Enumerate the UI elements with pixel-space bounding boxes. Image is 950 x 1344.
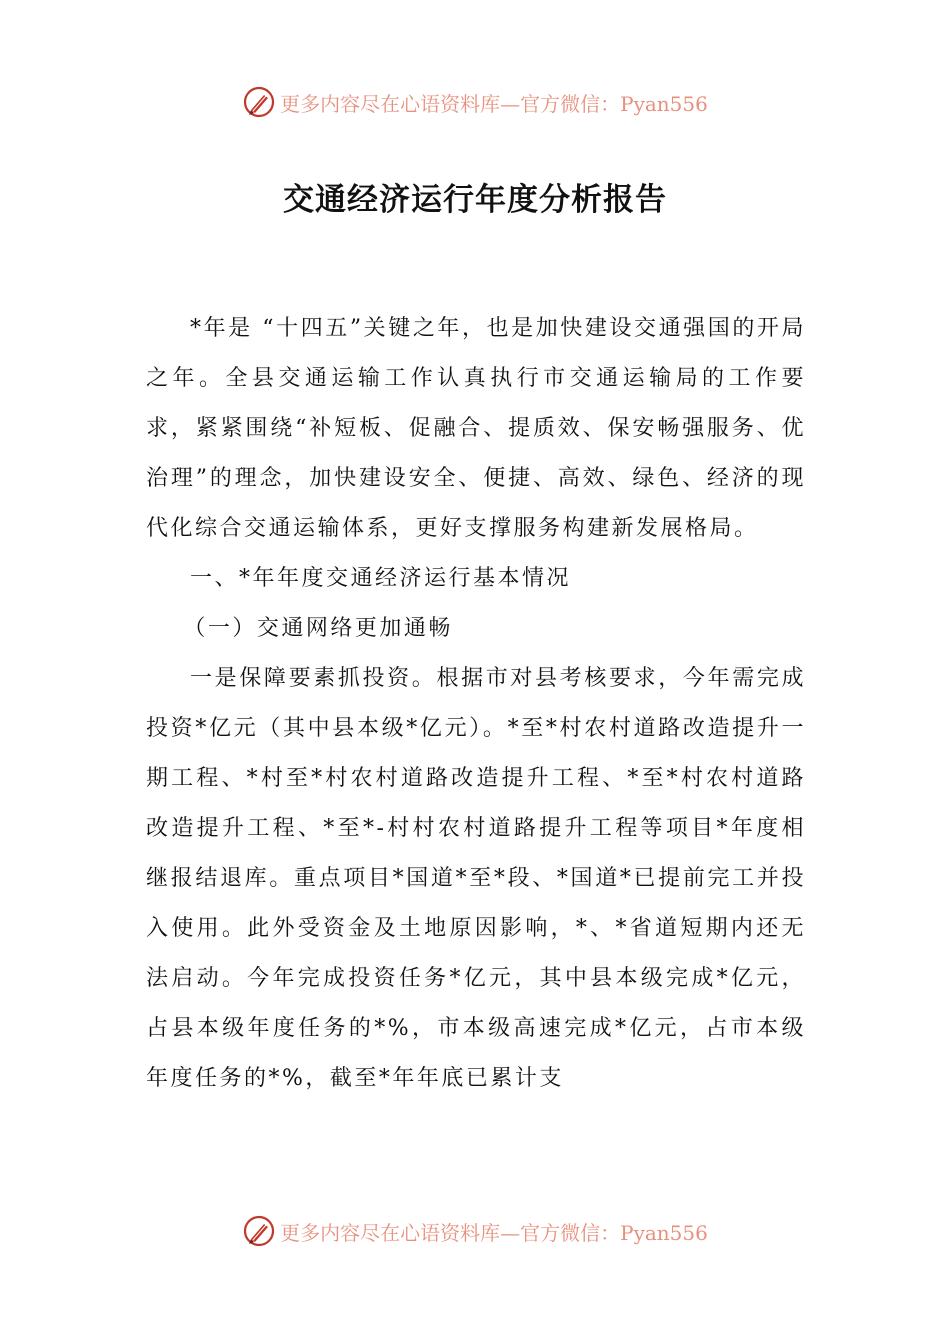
paragraph-intro: *年是 “十四五”关键之年，也是加快建设交通强国的开局之年。全县交通运输工作认真执行市交通运输局的工作要求，紧紧围绕“补短板、促融合、提质效、保安畅强服务、优治理”的理念，加快建设安全、便捷、高效、绿色、经济的现代化综合交通运输体系，更好支撑服务构建新发展格局。 — [146, 316, 806, 541]
pen-nib-logo-icon — [242, 85, 276, 119]
subsection-heading: （一）交通网络更加通畅 — [183, 616, 453, 641]
watermark-text: 更多内容尽在心语资料库—官方微信：Pyan556 — [280, 1220, 708, 1245]
watermark-text: 更多内容尽在心语资料库—官方微信：Pyan556 — [280, 91, 708, 116]
watermark-footer — [0, 1211, 950, 1251]
pen-nib-logo-icon — [242, 1214, 276, 1248]
section-heading: 一、*年年度交通经济运行基本情况 — [190, 566, 572, 591]
document-body — [146, 304, 806, 1104]
watermark-header — [0, 82, 950, 122]
paragraph-investment: 一是保障要素抓投资。根据市对县考核要求，今年需完成投资*亿元（其中县本级*亿元）。*至*村农村道路改造提升一期工程、*村至*村农村道路改造提升工程、*至*村农村道路改造提升工程、*至*-村村农村道路提升工程等项目*年度相继报结退库。重点项目*国道*至*段、*国道*已提前完工并投入使用。此外受资金及土地原因影响，*、*省道短期内还无法启动。今年完成投资任务*亿元，其中县本级完成*亿元，占县本级年度任务的*%，市本级高速完成*亿元，占市本级年度任务的*%，截至*年年底已累计支 — [146, 666, 806, 1091]
document-title: 交通经济运行年度分析报告 — [283, 182, 667, 218]
